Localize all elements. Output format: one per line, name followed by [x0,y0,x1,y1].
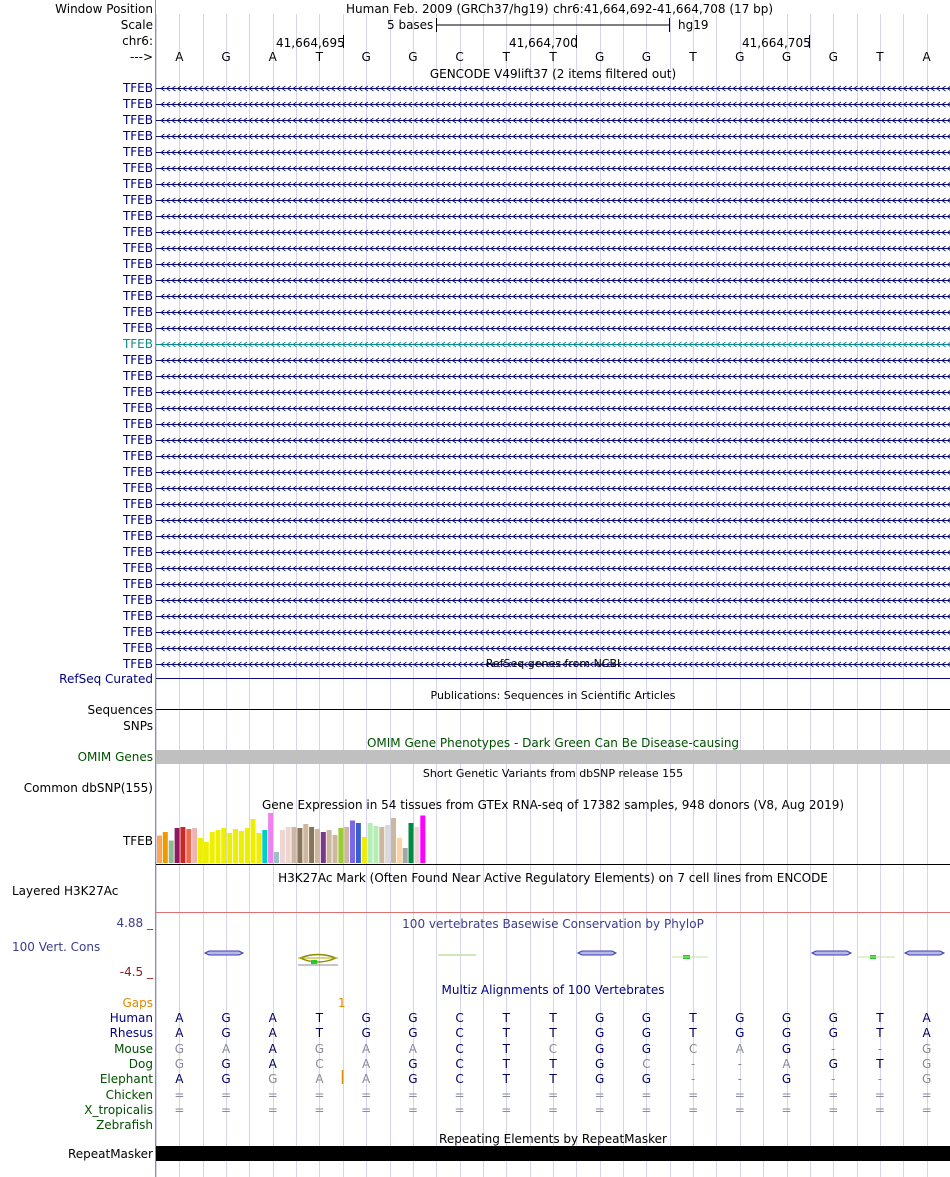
strand-label: ---> [129,50,153,64]
alignment-base: T [502,1056,510,1071]
alignment-base: A [362,1056,371,1071]
gencode-gene-label[interactable]: TFEB [122,113,153,127]
gencode-gene-label[interactable]: TFEB [122,177,153,191]
alignment-base: - [690,1072,696,1087]
alignment-base: G [221,1011,231,1025]
alignment-base: G [641,1072,652,1087]
multiz-track-title[interactable]: Multiz Alignments of 100 Vertebrates [441,983,665,997]
alignment-base: = [314,1087,325,1102]
omim-track-title[interactable]: OMIM Gene Phenotypes - Dark Green Can Be Disease-causing [366,736,740,750]
gtex-tissue-bar[interactable] [204,842,209,863]
gtex-tissue-bar[interactable] [180,827,185,863]
gtex-tissue-bar[interactable] [373,826,378,863]
gencode-gene-label[interactable]: TFEB [122,81,153,95]
gencode-gene-label[interactable]: TFEB [122,241,153,255]
alignment-base: G [828,1056,838,1071]
alignment-base: = [874,1102,885,1117]
alignment-base: G [781,1026,792,1041]
gtex-tissue-bar[interactable] [221,828,226,863]
alignment-base: = [641,1102,652,1117]
alignment-base: - [737,1056,742,1071]
sequence-base: A [922,50,931,64]
alignment-base: = [501,1102,512,1117]
alignment-base: C [688,1041,698,1056]
sequence-base: T [549,50,557,64]
gencode-gene-label[interactable]: TFEB [122,513,153,527]
alignment-base: G [408,1011,418,1025]
sequence-base: G [595,50,605,64]
alignment-base: G [921,1072,932,1087]
alignment-base: G [595,1041,605,1056]
gtex-tissue-bar[interactable] [227,833,232,863]
gencode-gene-label[interactable]: TFEB [122,561,153,575]
alignment-base: - [877,1041,883,1056]
gtex-tissue-bar[interactable] [356,823,361,863]
gtex-tissue-bar[interactable] [192,828,197,863]
gencode-gene-label[interactable]: TFEB [122,369,153,383]
alignment-base: G [781,1011,792,1025]
alignment-base: = [314,1102,325,1117]
gtex-tissue-bar[interactable] [233,829,238,863]
gencode-gene-label[interactable]: TFEB [122,385,153,399]
sequence-base: G [781,50,792,64]
alignment-base: G [781,1041,792,1056]
alignment-base: A [175,1026,184,1041]
alignment-base: G [595,1072,605,1087]
alignment-base: A [268,1011,277,1025]
refseq-track-title[interactable]: RefSeq genes from NCBI [485,657,621,670]
gtex-tissue-bar[interactable] [414,827,419,863]
sequence-base: T [876,50,884,64]
gtex-tissue-bar[interactable] [420,816,425,864]
gencode-gene-label[interactable]: TFEB [122,145,153,159]
gtex-tissue-bar[interactable] [344,827,349,863]
gtex-tissue-bar[interactable] [292,827,297,863]
alignment-base: G [268,1072,278,1087]
alignment-base: G [828,1011,838,1025]
alignment-base: C [548,1041,558,1056]
alignment-base: A [782,1056,791,1071]
alignment-base: = [407,1087,418,1102]
alignment-base: = [174,1087,185,1102]
alignment-base: T [315,1011,324,1025]
alignment-base: - [831,1072,836,1087]
h3k27ac-track-title[interactable]: H3K27Ac Mark (Often Found Near Active Regulatory Elements) on 7 cell lines from ENCODE [278,871,828,885]
gtex-tissue-bar[interactable] [379,827,384,863]
alignment-base: = [361,1087,372,1102]
gtex-tissue-bar[interactable] [245,828,250,863]
alignment-base: G [595,1056,605,1071]
sequence-base: A [175,50,184,64]
omim-bar[interactable] [156,750,950,764]
alignment-base: T [876,1026,884,1041]
alignment-base: = [781,1087,792,1102]
alignment-base: G [408,1072,418,1087]
alignment-base: A [735,1041,744,1056]
scale-label: Scale [120,18,153,32]
alignment-base: A [362,1041,371,1056]
phylop-track-title[interactable]: 100 vertebrates Basewise Conservation by PhyloP [402,917,704,931]
alignment-base: T [689,1026,697,1041]
gtex-tissue-bar[interactable] [286,827,291,863]
phylop-max-label: 4.88 _ [116,916,153,930]
gtex-tissue-bar[interactable] [333,835,338,863]
ruler-tick-label: 41,664,695 [276,36,345,50]
alignment-base: - [831,1041,836,1056]
alignment-base: = [267,1087,278,1102]
alignment-base: A [175,1072,184,1087]
phylop-conservation-mark[interactable] [311,960,317,964]
alignment-base: T [502,1041,510,1056]
alignment-base: G [921,1041,932,1056]
gencode-gene-label[interactable]: TFEB [122,305,153,319]
alignment-base: T [502,1026,510,1041]
gtex-tissue-bar[interactable] [251,819,256,863]
alignment-base: G [828,1026,838,1041]
gencode-gene-label[interactable]: TFEB [122,593,153,607]
gtex-tissue-bar[interactable] [274,852,279,863]
gencode-gene-label[interactable]: TFEB [122,657,153,671]
alignment-base: C [455,1011,464,1025]
alignment-base: G [641,1011,652,1025]
gencode-gene-label[interactable]: TFEB [122,529,153,543]
gencode-gene-label[interactable]: TFEB [122,401,153,415]
gencode-gene-label[interactable]: TFEB [122,641,153,655]
sequence-base: A [268,50,277,64]
alignment-base: = [688,1102,699,1117]
gtex-tissue-bar[interactable] [385,825,390,863]
gtex-tissue-bar[interactable] [321,832,326,863]
alignment-base: = [734,1087,745,1102]
gtex-tissue-bar[interactable] [239,831,244,863]
alignment-base: T [549,1011,557,1025]
gencode-gene-label[interactable]: TFEB [122,353,153,367]
repeatmasker-track-title[interactable]: Repeating Elements by RepeatMasker [439,1132,667,1146]
snps-track-label[interactable]: SNPs [123,719,153,733]
alignment-base: G [781,1072,792,1087]
dbsnp-track-title[interactable]: Short Genetic Variants from dbSNP release 155 [422,767,684,780]
alignment-base: G [595,1026,605,1041]
position-readout: chr6:41,664,692-41,664,708 (17 bp) [553,2,774,16]
gencode-gene-label[interactable]: TFEB [122,417,153,431]
gencode-gene-label[interactable]: TFEB [122,433,153,447]
gtex-tissue-bar[interactable] [198,838,203,863]
alignment-base: A [268,1056,277,1071]
gencode-gene-label[interactable]: TFEB [122,609,153,623]
alignment-base: T [549,1072,557,1087]
gtex-tissue-bar[interactable] [169,841,174,864]
alignment-base: G [921,1056,932,1071]
sequence-base: G [361,50,371,64]
alignment-base: G [174,1041,184,1056]
alignment-base: = [828,1102,839,1117]
gencode-gene-label[interactable]: TFEB [122,161,153,175]
gtex-tissue-bar[interactable] [350,821,355,864]
alignment-base: C [455,1026,464,1041]
gencode-gene-label[interactable]: TFEB [122,577,153,591]
alignment-base: = [921,1087,932,1102]
gencode-gene-label[interactable]: TFEB [122,625,153,639]
alignment-base: T [689,1011,697,1025]
gtex-gene-label[interactable]: TFEB [122,834,153,848]
alignment-base: - [690,1056,696,1071]
gencode-gene-label[interactable]: TFEB [122,449,153,463]
h3k27ac-track-label[interactable]: Layered H3K27Ac [12,884,119,898]
gencode-gene-label[interactable]: TFEB [122,225,153,239]
alignment-base: = [407,1102,418,1117]
species-label: Mouse [114,1041,153,1056]
alignment-base: = [501,1087,512,1102]
alignment-base: T [549,1056,557,1071]
ruler-tick-label: 41,664,705 [742,36,811,50]
alignment-base: A [408,1041,417,1056]
alignment-base: = [221,1087,232,1102]
gencode-gene-label[interactable]: TFEB [122,209,153,223]
alignment-base: C [642,1056,651,1071]
alignment-base: - [877,1072,883,1087]
species-label: Dog [128,1056,153,1071]
gaps-label: Gaps [122,996,153,1010]
alignment-base: A [922,1026,931,1041]
species-label: Human [109,1011,153,1025]
alignment-base: G [641,1041,652,1056]
alignment-base: = [361,1102,372,1117]
gtex-tissue-bar[interactable] [391,818,396,863]
gencode-gene-label[interactable]: TFEB [122,289,153,303]
phylop-track-label[interactable]: 100 Vert. Cons [12,940,101,954]
alignment-base: G [735,1011,745,1025]
repeatmasker-bar[interactable] [156,1146,950,1161]
omim-track-label[interactable]: OMIM Genes [77,750,153,764]
alignment-base: T [876,1011,884,1025]
gtex-tissue-bar[interactable] [256,833,261,863]
alignment-base: A [922,1011,931,1025]
alignment-base: C [455,1072,464,1087]
alignment-base: = [781,1102,792,1117]
gtex-tissue-bar[interactable] [163,832,168,863]
alignment-base: = [454,1102,465,1117]
assembly-name: Human Feb. 2009 (GRCh37/hg19) [346,2,549,16]
alignment-base: = [454,1087,465,1102]
gencode-gene-label[interactable]: TFEB [122,545,153,559]
gencode-gene-label[interactable]: TFEB [122,257,153,271]
gtex-tissue-bar[interactable] [362,837,367,863]
gencode-gene-label[interactable]: TFEB [122,321,153,335]
gtex-tissue-bar[interactable] [216,830,221,863]
phylop-conservation-mark[interactable] [812,951,851,955]
alignment-base: = [688,1087,699,1102]
alignment-base: G [221,1056,231,1071]
alignment-base: T [502,1072,510,1087]
alignment-base: C [315,1056,324,1071]
sequence-base: G [735,50,745,64]
alignment-base: = [547,1087,559,1102]
alignment-base: A [362,1072,371,1087]
ruler-tick-label: 41,664,700 [509,36,578,50]
alignment-base: A [268,1041,277,1056]
gtex-tissue-bar[interactable] [210,832,215,863]
gtex-tissue-bar[interactable] [186,829,191,863]
species-label: Elephant [99,1072,153,1087]
alignment-base: G [221,1072,231,1087]
repeatmasker-track-label[interactable]: RepeatMasker [67,1147,153,1161]
gtex-tissue-bar[interactable] [315,829,320,863]
gtex-tissue-bar[interactable] [303,824,308,863]
db-name: hg19 [678,18,709,32]
chrom-label: chr6: [122,34,153,48]
alignment-base: G [595,1011,605,1025]
phylop-min-label: -4.5 _ [119,965,153,979]
alignment-base: G [221,1026,231,1041]
alignment-base: A [221,1041,231,1056]
gencode-gene-label[interactable]: TFEB [122,497,153,511]
phylop-conservation-mark[interactable] [205,951,243,955]
species-label: Rhesus [109,1026,153,1041]
gtex-tissue-bar[interactable] [368,823,373,863]
alignment-base: T [502,1011,510,1025]
alignment-base: = [594,1087,605,1102]
gtex-tissue-bar[interactable] [297,828,302,863]
gtex-tissue-bar[interactable] [403,848,408,863]
alignment-base: T [315,1026,324,1041]
dbsnp-track-label[interactable]: Common dbSNP(155) [23,781,153,795]
sequence-base: T [315,50,324,64]
alignment-base: = [174,1102,185,1117]
alignment-base: = [874,1087,885,1102]
gtex-track-title[interactable]: Gene Expression in 54 tissues from GTEx RNA-seq of 17382 samples, 948 donors (V8, Aug 2019) [261,798,845,812]
gtex-tissue-bar[interactable] [157,836,162,864]
phylop-conservation-mark[interactable] [905,951,944,955]
gtex-tissue-bar[interactable] [309,827,314,863]
alignment-base: A [268,1026,277,1041]
gap-count: 1 [338,996,346,1010]
gtex-tissue-bar[interactable] [268,813,273,863]
gtex-tissue-bar[interactable] [175,828,180,863]
alignment-base: T [876,1056,884,1071]
sequence-base: G [221,50,231,64]
sequences-track-label[interactable]: Sequences [87,703,153,717]
alignment-base: = [267,1102,278,1117]
sequence-base: G [641,50,652,64]
alignment-base: = [734,1102,745,1117]
alignment-base: G [314,1041,325,1056]
alignment-base: = [921,1102,932,1117]
gencode-gene-label[interactable]: TFEB [122,193,153,207]
alignment-base: G [361,1011,371,1025]
sequence-base: C [455,50,464,64]
sequence-base: G [828,50,838,64]
alignment-base: = [221,1102,232,1117]
alignment-base: G [361,1026,371,1041]
gencode-gene-label[interactable]: TFEB [122,129,153,143]
sequence-base: T [502,50,510,64]
alignment-base: G [641,1026,652,1041]
gencode-gene-label[interactable]: TFEB [122,273,153,287]
scale-bar-text: 5 bases [387,18,434,32]
sequence-base: T [689,50,697,64]
gtex-tissue-bar[interactable] [262,830,267,863]
gencode-gene-label[interactable]: TFEB [122,481,153,495]
alignment-base: = [641,1087,652,1102]
alignment-base: A [315,1072,324,1087]
gtex-tissue-bar[interactable] [397,838,402,863]
alignment-base: G [408,1056,418,1071]
alignment-base: = [828,1087,839,1102]
gencode-gene-label[interactable]: TFEB [122,337,153,351]
alignment-base: G [174,1056,184,1071]
alignment-base: C [455,1041,464,1056]
species-label: Chicken [105,1087,153,1102]
gtex-tissue-bar[interactable] [280,830,285,863]
refseq-track-label[interactable]: RefSeq Curated [59,672,153,686]
alignment-base: T [549,1026,557,1041]
alignment-base: - [737,1072,742,1087]
publications-track-title[interactable]: Publications: Sequences in Scientific Articles [430,689,676,702]
alignment-base: C [455,1056,464,1071]
window-position-label: Window Position [55,2,153,16]
sequence-base: G [408,50,418,64]
alignment-base: A [175,1011,184,1025]
gencode-gene-label[interactable]: TFEB [122,465,153,479]
species-label: Zebrafish [96,1118,153,1133]
gtex-tissue-bar[interactable] [327,830,332,863]
gencode-track-title[interactable]: GENCODE V49lift37 (2 items filtered out) [429,67,677,81]
gtex-tissue-bar[interactable] [338,828,343,863]
alignment-base: G [408,1026,418,1041]
alignment-base: G [735,1026,745,1041]
gtex-tissue-bar[interactable] [409,823,414,863]
gencode-gene-label[interactable]: TFEB [122,97,153,111]
species-label: X_tropicalis [84,1102,153,1117]
alignment-base: = [594,1102,605,1117]
alignment-base: = [547,1102,559,1117]
phylop-conservation-mark[interactable] [578,951,616,955]
